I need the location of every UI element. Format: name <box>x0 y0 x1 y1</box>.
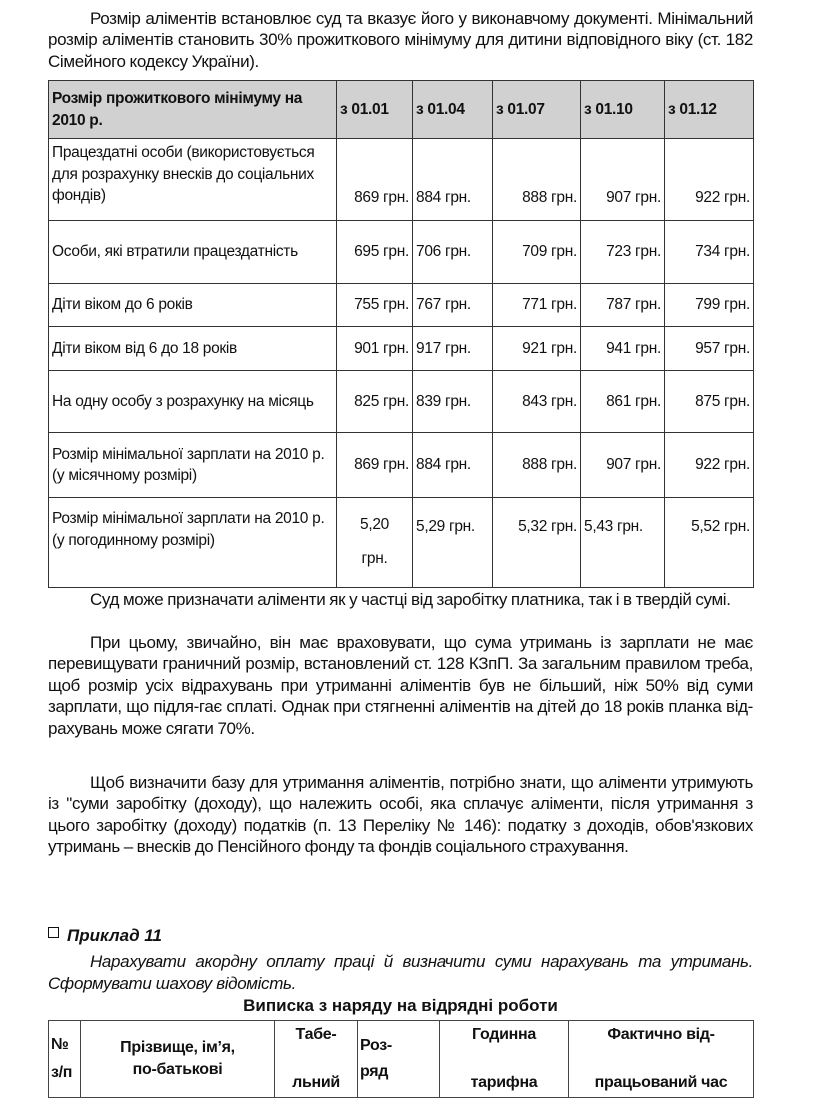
row-value: 825 грн. <box>337 371 413 433</box>
header-line: з/п <box>51 1064 73 1081</box>
header-tab-number <box>275 1021 358 1098</box>
row-value: 901 грн. <box>337 327 413 371</box>
row-value: 922 грн. <box>665 139 754 221</box>
header-number <box>49 1021 81 1098</box>
table-row <box>49 433 754 498</box>
header-line: льний <box>292 1074 340 1091</box>
row-label: Працездатні особи (використовується для розрахунку внесків до соціальних фондів) <box>49 139 337 221</box>
row-value: 843 грн. <box>493 371 581 433</box>
row-value: 799 грн. <box>665 284 754 327</box>
header-line: Прізвище, ім’я, <box>120 1039 235 1056</box>
row-value: 941 грн. <box>581 327 665 371</box>
row-value: 907 грн. <box>581 433 665 498</box>
row-value: 884 грн. <box>413 139 493 221</box>
row-value: 755 грн. <box>337 284 413 327</box>
paragraph-text: Щоб визначити базу для утримання аліментів, потрібно знати, що аліменти утримують із "суми заробітку (доходу), що належить особі, яка сплачує аліменти, після утримання з цього заробітку (доходу) податків (п. 13 Переліку № 146): податку з доходів, обов'язкових утримань – внесків до Пенсійного фонду та фондів соціального страхування. <box>48 773 753 857</box>
table-row <box>49 327 754 371</box>
row-value: 5,52 грн. <box>665 498 754 588</box>
table-row <box>49 221 754 284</box>
paragraph-base <box>48 772 753 858</box>
row-label: Розмір мінімальної зарплати на 2010 р. (у погодинному розмірі) <box>49 498 337 588</box>
table-row <box>49 498 754 588</box>
intro-paragraph <box>48 8 753 72</box>
row-value: 861 грн. <box>581 371 665 433</box>
header-date: з 01.07 <box>493 81 581 139</box>
row-value: 875 грн. <box>665 371 754 433</box>
paragraph-limits <box>48 632 753 739</box>
header-line: № <box>51 1036 69 1053</box>
row-value: 709 грн. <box>493 221 581 284</box>
table-caption: Виписка з наряду на відрядні роботи <box>243 996 558 1015</box>
paragraph-text: Суд може призначати аліменти як у частці від заробітку платника, так і в твердій сумі. <box>90 590 731 609</box>
header-line: працьований час <box>594 1074 728 1091</box>
header-line: тарифна <box>470 1074 538 1091</box>
intro-paragraph-text: Розмір аліментів встановлює суд та вказує його у виконавчому документі. Мінімальний розмір аліментів становить 30% прожиткового мінімуму для дитини відповідного віку (ст. 182 Сімейного кодексу України). <box>48 9 753 71</box>
header-date: з 01.10 <box>581 81 665 139</box>
row-value: 787 грн. <box>581 284 665 327</box>
header-line: по-батькові <box>132 1061 223 1078</box>
example-heading <box>48 926 162 946</box>
table-header-row <box>49 1021 754 1098</box>
row-value: 839 грн. <box>413 371 493 433</box>
row-value: 917 грн. <box>413 327 493 371</box>
header-full-name <box>81 1021 275 1098</box>
paragraph-court <box>48 589 753 610</box>
row-label: Розмір мінімальної зарплати на 2010 р. (у місячному розмірі) <box>49 433 337 498</box>
row-value: 957 грн. <box>665 327 754 371</box>
row-value: 5,43 грн. <box>581 498 665 588</box>
paragraph-text: При цьому, звичайно, він має враховувати, що сума утримань із зарплати не має перевищувати граничний розмір, встановлений ст. 128 КЗпП. За загальним правилом треба, щоб розмір усіх відрахувань при утриманні аліментів був не більший, ніж 50% від суми зарплати, що підля-гає сплаті. Однак при стягненні аліментів на дітей до 18 років планка від- рахувань може сягати 70%. <box>48 633 753 738</box>
header-hourly-rate <box>440 1021 569 1098</box>
subsistence-minimum-table <box>48 80 754 588</box>
example-title: Приклад 11 <box>67 926 162 945</box>
row-value: 921 грн. <box>493 327 581 371</box>
row-value: 907 грн. <box>581 139 665 221</box>
table-row <box>49 371 754 433</box>
row-label: Діти віком від 6 до 18 років <box>49 327 337 371</box>
header-worked-time <box>569 1021 754 1098</box>
row-value: 869 грн. <box>337 139 413 221</box>
header-line: Фактично від- <box>607 1026 715 1043</box>
header-line: ряд <box>360 1063 389 1080</box>
header-date: з 01.12 <box>665 81 754 139</box>
row-value: 888 грн. <box>493 433 581 498</box>
row-value: 5,32 грн. <box>493 498 581 588</box>
row-value: 706 грн. <box>413 221 493 284</box>
row-value: 888 грн. <box>493 139 581 221</box>
row-value: 884 грн. <box>413 433 493 498</box>
header-date: з 01.04 <box>413 81 493 139</box>
row-label: Особи, які втратили працездатність <box>49 221 337 284</box>
table-row <box>49 284 754 327</box>
example-task-text: Нарахувати акордну оплату праці й визначити суми нарахувань та утримань. Сформувати шахову відомість. <box>48 952 753 993</box>
row-value: 695 грн. <box>337 221 413 284</box>
header-line: Роз- <box>360 1037 392 1054</box>
row-value: 5,20 грн. <box>337 498 413 588</box>
row-value: 734 грн. <box>665 221 754 284</box>
header-line: Табе- <box>295 1026 337 1043</box>
row-value: 723 грн. <box>581 221 665 284</box>
row-value: 869 грн. <box>337 433 413 498</box>
work-order-table <box>48 1020 754 1098</box>
row-label: На одну особу з розрахунку на місяць <box>49 371 337 433</box>
row-value: 922 грн. <box>665 433 754 498</box>
checkbox-bullet-icon <box>48 927 59 938</box>
header-line: Годинна <box>472 1026 536 1043</box>
row-value: 771 грн. <box>493 284 581 327</box>
header-label: Розмір прожиткового мінімуму на 2010 р. <box>49 81 337 139</box>
table-header-row <box>49 81 754 139</box>
row-label: Діти віком до 6 років <box>49 284 337 327</box>
row-value: 767 грн. <box>413 284 493 327</box>
header-date: з 01.01 <box>337 81 413 139</box>
table-row <box>49 139 754 221</box>
header-grade <box>358 1021 440 1098</box>
example-task <box>48 951 753 995</box>
row-value: 5,29 грн. <box>413 498 493 588</box>
